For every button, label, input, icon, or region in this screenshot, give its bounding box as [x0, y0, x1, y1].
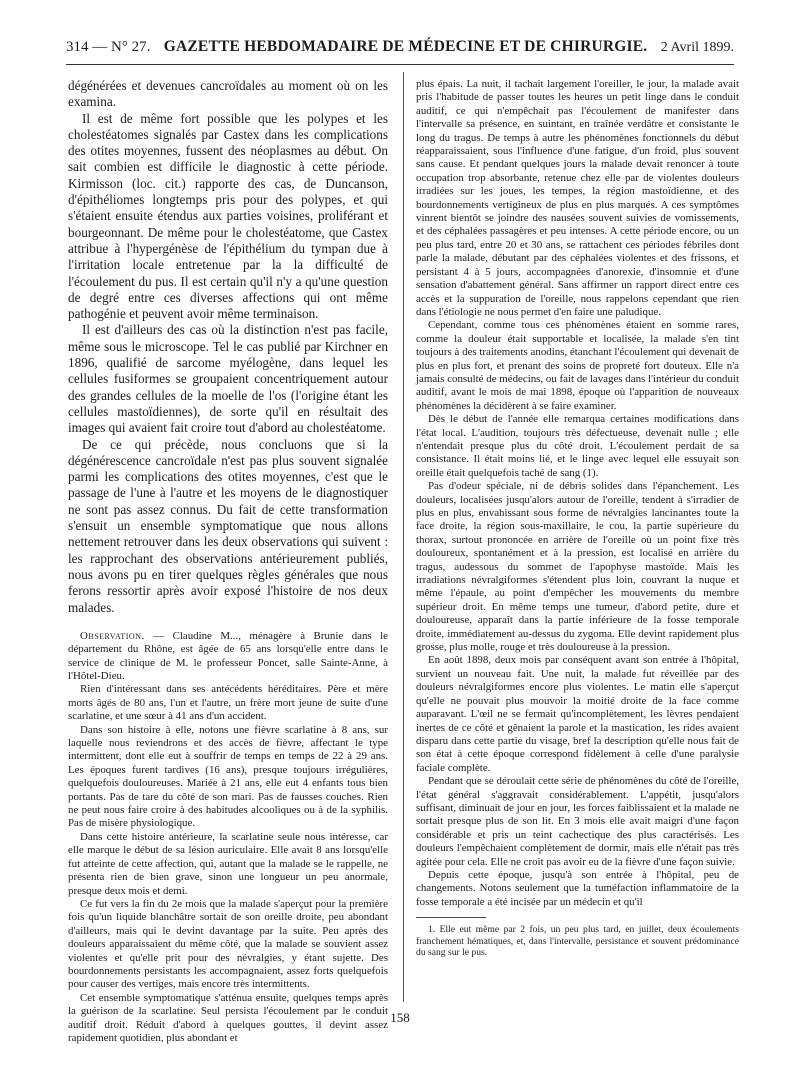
paragraph: Cependant, comme tous ces phénomènes étaient en somme rares, comme la douleur était supportable et localisée, la malade s'en tint toujours à des traitements anodins, étanchant l'écoulement qui devenait de plus en plus fort, et prenant des soins de propreté fort douteux. Elle n'a jamais consulté de médecins, ou fait de lavages dans l'intérieur du conduit auditif, avant le mois de mai 1898, époque où l'apparition de nouveaux phénomènes la décidèrent à se faire examiner.: [416, 319, 739, 412]
footnote-rule: [416, 917, 486, 918]
paragraph: Dans cette histoire antérieure, la scarlatine seule nous intéresse, car elle marque le début de sa lésion auriculaire. Elle avait 8 ans lorsqu'elle fut atteinte de cette affection, qui, autant que la malade se le rappelle, ne présenta rien de bien grave, sinon une longueur un peu anormale, presque deux mois et demi.: [68, 830, 388, 897]
journal-title: GAZETTE HEBDOMADAIRE DE MÉDECINE ET DE CHIRURGIE.: [163, 38, 648, 55]
observation-text: — Claudine M..., ménagère à Brunie dans le département du Rhône, est âgée de 65 ans lorsqu'elle entre dans le service de clinique de M. le professeur Poncet, salle Sainte-Anne, à l'Hôtel-Dieu.: [68, 629, 388, 683]
paragraph: Rien d'intéressant dans ses antécédents héréditaires. Père et mère morts âgés de 80 ans, l'un et l'autre, un frère mort jeune de suite d'une scarlatine, et une sœur à 41 ans d'un accident.: [68, 683, 388, 723]
page-number-header: 314 — N° 27.: [66, 39, 151, 55]
issue-date: 2 Avril 1899.: [660, 40, 734, 55]
paragraph: Dans son histoire à elle, notons une fièvre scarlatine à 8 ans, sur laquelle nous reviendrons et des accès de fièvre, affectant le type intermittent, dont elle eut à souffrir de temps en temps de 22 à 29 ans. Les époques furent tardives (16 ans), presque toujours irrégulières, quelquefois douloureuses. Mariée à 21 ans, elle eut 4 enfants tous bien portants. Pas de tare du côté de son mari. Pas de fausses couches. Rien ne peut nous faire croire à des habitudes alcooliques ou à de la syphilis. Pas de misère physiologique.: [68, 723, 388, 830]
paragraph: plus épais. La nuit, il tachait largement l'oreiller, le jour, la malade avait pris l'habitude de passer toutes les heures un petit linge dans le conduit auditif, ce qui n'empêchait pas l'écoulement de manifester dans l'intervalle sa présence, en suintant, en traînée verdâtre et consistante le long du tragus. De temps à autre les phénomènes fonctionnels du début réapparaissaient, sous l'influence d'une fatigue, d'un froid, plus souvent sans cause. Et pendant quelques jours la malade devait renoncer à toute occupation trop absorbante, retenue chez elle par de violentes douleurs irradiées sur les joues, les tempes, la région mastoïdienne, et des bourdonnements vertigineux de plus en plus marqués. A ces symptômes vinrent bientôt se joindre des nausées souvent suivies de vomissements, et des céphalées passagères et peu intenses. A cette période encore, ou un peu plus tard, entre 20 et 30 ans, se rattachent ces périodes fébriles dont parle la malade, débutant par des céphalées violentes et des frissons, et persistant 4 à 5 jours, accompagnées d'anorexie, d'insomnie et d'une sensation d'abattement général. Sans affirmer un rapport direct entre ces accès et la suppuration de l'oreille, nous rappelons cependant que rien dans l'étiologie ne nous permet d'en faire une paludique.: [416, 78, 739, 318]
left-column: [68, 78, 388, 1045]
paragraph: De ce qui précède, nous concluons que si la dégénérescence cancroïdale n'est pas plus souvent signalée parmi les complications des otites moyennes, c'est que le passage de l'une à l'autre et les moyens de le diagnostiquer ne sont pas assez connus. Du fait de cette transformation s'ensuit un ensemble symptomatique que nous allons nettement retrouver dans les deux observations qui suivent : les rapprochant des observations antérieurement publiés, nous avons pu en tirer quelques règles générales que nous ferons ressortir après avoir exposé l'histoire de nos deux malades.: [68, 436, 388, 615]
paragraph: Il est d'ailleurs des cas où la distinction n'est pas facile, même sous le microscope. Tel le cas publié par Kirchner en 1896, qualifié de sarcome myélogène, dans lequel les cellules fusiformes se groupaient concentriquement autour des grandes cellules de la moelle de l'os (l'origine étant les cellules mastoïdiennes), de sorte qu'il en résultait des images qui avaient fait croire tout d'abord au cholestéatome.: [68, 322, 388, 436]
column-divider: [403, 72, 404, 1002]
right-column: [416, 78, 739, 959]
observation-label: Observation.: [80, 629, 145, 642]
paragraph: En août 1898, deux mois par conséquent avant son entrée à l'hôpital, survient un nouveau fait. Une nuit, la malade fut réveillée par des douleurs névralgiformes encore plus violentes. Le matin elle s'aperçut qu'elle ne pouvait plus mouvoir la moitié droite de la face comme auparavant. L'œil ne se fermait qu'incomplètement, les lèvres pendaient inertes de ce côté et gênaient la parole et la mastication, les rides avaient disparu dans cette partie du visage, bref la description qu'elle nous fait de son état à cette époque correspond fidèlement à celle d'une paralysie faciale complète.: [416, 654, 739, 774]
observation-intro: [68, 630, 388, 684]
paragraph: Pendant que se déroulait cette série de phénomènes du côté de l'oreille, l'état général s'aggravait considérablement. L'appétit, jusqu'alors suffisant, diminuait de jour en jour, les forces faiblissaient et la malade ne sortait presque plus de son lit. En 3 mois elle avait maigri d'une façon considérable et pris un teint cachectique des plus caractérisés. Les douleurs l'empêchaient complètement de dormir, mais elle n'était pas très agitée pour cela. Elle ne croit pas avoir eu de la fièvre d'une façon suivie.: [416, 775, 739, 868]
paragraph: Pas d'odeur spéciale, ni de débris solides dans l'épanchement. Les douleurs, localisées jusqu'alors autour de l'oreille, tendent à s'irradier de plus en plus, envahissant sous forme de névralgies lancinantes toute la face droite, la région sous-maxillaire, le cou, la partie supérieure du thorax, surtout prononcée en arrière de l'oreille où un point fixe très douloureux, spontanément et à la pression, est localisé en arrière du tragus, audessous du sommet de l'apophyse mastoïde. Mais les irradiations névralgiformes s'étendent plus loin, couvrant la nuque et même l'épaule, au point d'empêcher les mouvements du membre supérieur droit. En même temps une tumeur, d'abord petite, dure et douloureuse, apparaît dans la partie inférieure de la fosse temporale droite, immédiatement au-dessus du zygoma. Elle devint rapidement plus grosse, plus molle, rouge et très douloureuse à la pression.: [416, 480, 739, 654]
paragraph: dégénérées et devenues cancroïdales au moment où on les examina.: [68, 78, 388, 110]
paragraph: Il est de même fort possible que les polypes et les cholestéatomes signalés par Castex dans les complications des otites moyennes, fussent des néoplasmes au début. On sait combien est difficile le diagnostic à cette période. Kirmisson (loc. cit.) rapporte des cas, de Duncanson, d'épithéliomes longtemps pris pour des polypes, et qui s'étaient ensuite étendus aux parties voisines, proliférant et bourgeonnant. De même pour le cholestéatome, que Castex attribue à l'hypergénèse de l'épithélium du tympan due à l'irritation locale entretenue par la la difficulté de l'écoulement du pus. Il est certain qu'il n'y a qu'une question de degré entre ces diverses affections qui ont même pathogénie et peuvent avoir même terminaison.: [68, 110, 388, 322]
paragraph: Dès le début de l'année elle remarqua certaines modifications dans l'état local. L'audition, toujours très défectueuse, devenait nulle ; elle n'entendait presque plus du côté droit. L'écoulement perdait de sa consistance. Il était moins lié, et le linge avec lequel elle essuyait son oreille était quelquefois taché de sang (1).: [416, 413, 739, 479]
paragraph: Ce fut vers la fin du 2e mois que la malade s'aperçut pour la première fois qu'un liquide blanchâtre sortait de son oreille droite, peu abondant d'ailleurs, mais qui le devint davantage par la suite. Peu après des douleurs apparaissaient du même côté, que la malade se souvient assez violentes et qu'elle prit pour des névralgies, y étant sujette. Des bourdonnements persistants les accompagnaient, assez forts quelquefois pour causer des vertiges, mais encore très intermittents.: [68, 897, 388, 991]
paragraph: Cet ensemble symptomatique s'atténua ensuite, quelques temps après la guérison de la scarlatine. Seul persista l'écoulement par le conduit auditif droit. Réduit d'abord à quelques gouttes, il devint assez rapidement quotidien, plus abondant et: [68, 991, 388, 1044]
page-number: 158: [390, 1010, 410, 1025]
running-header: [66, 38, 734, 65]
footnote: 1. Elle eut même par 2 fois, un peu plus tard, en juillet, deux écoulements franchement hématiques, et, dans l'intervalle, persistance et souvent prédominance du sang sur le pus.: [416, 924, 739, 959]
paragraph: Depuis cette époque, jusqu'à son entrée à l'hôpital, peu de changements. Notons seulement que la tuméfaction inflammatoire de la fosse temporale a été incisée par un médecin et qu'il: [416, 868, 739, 908]
